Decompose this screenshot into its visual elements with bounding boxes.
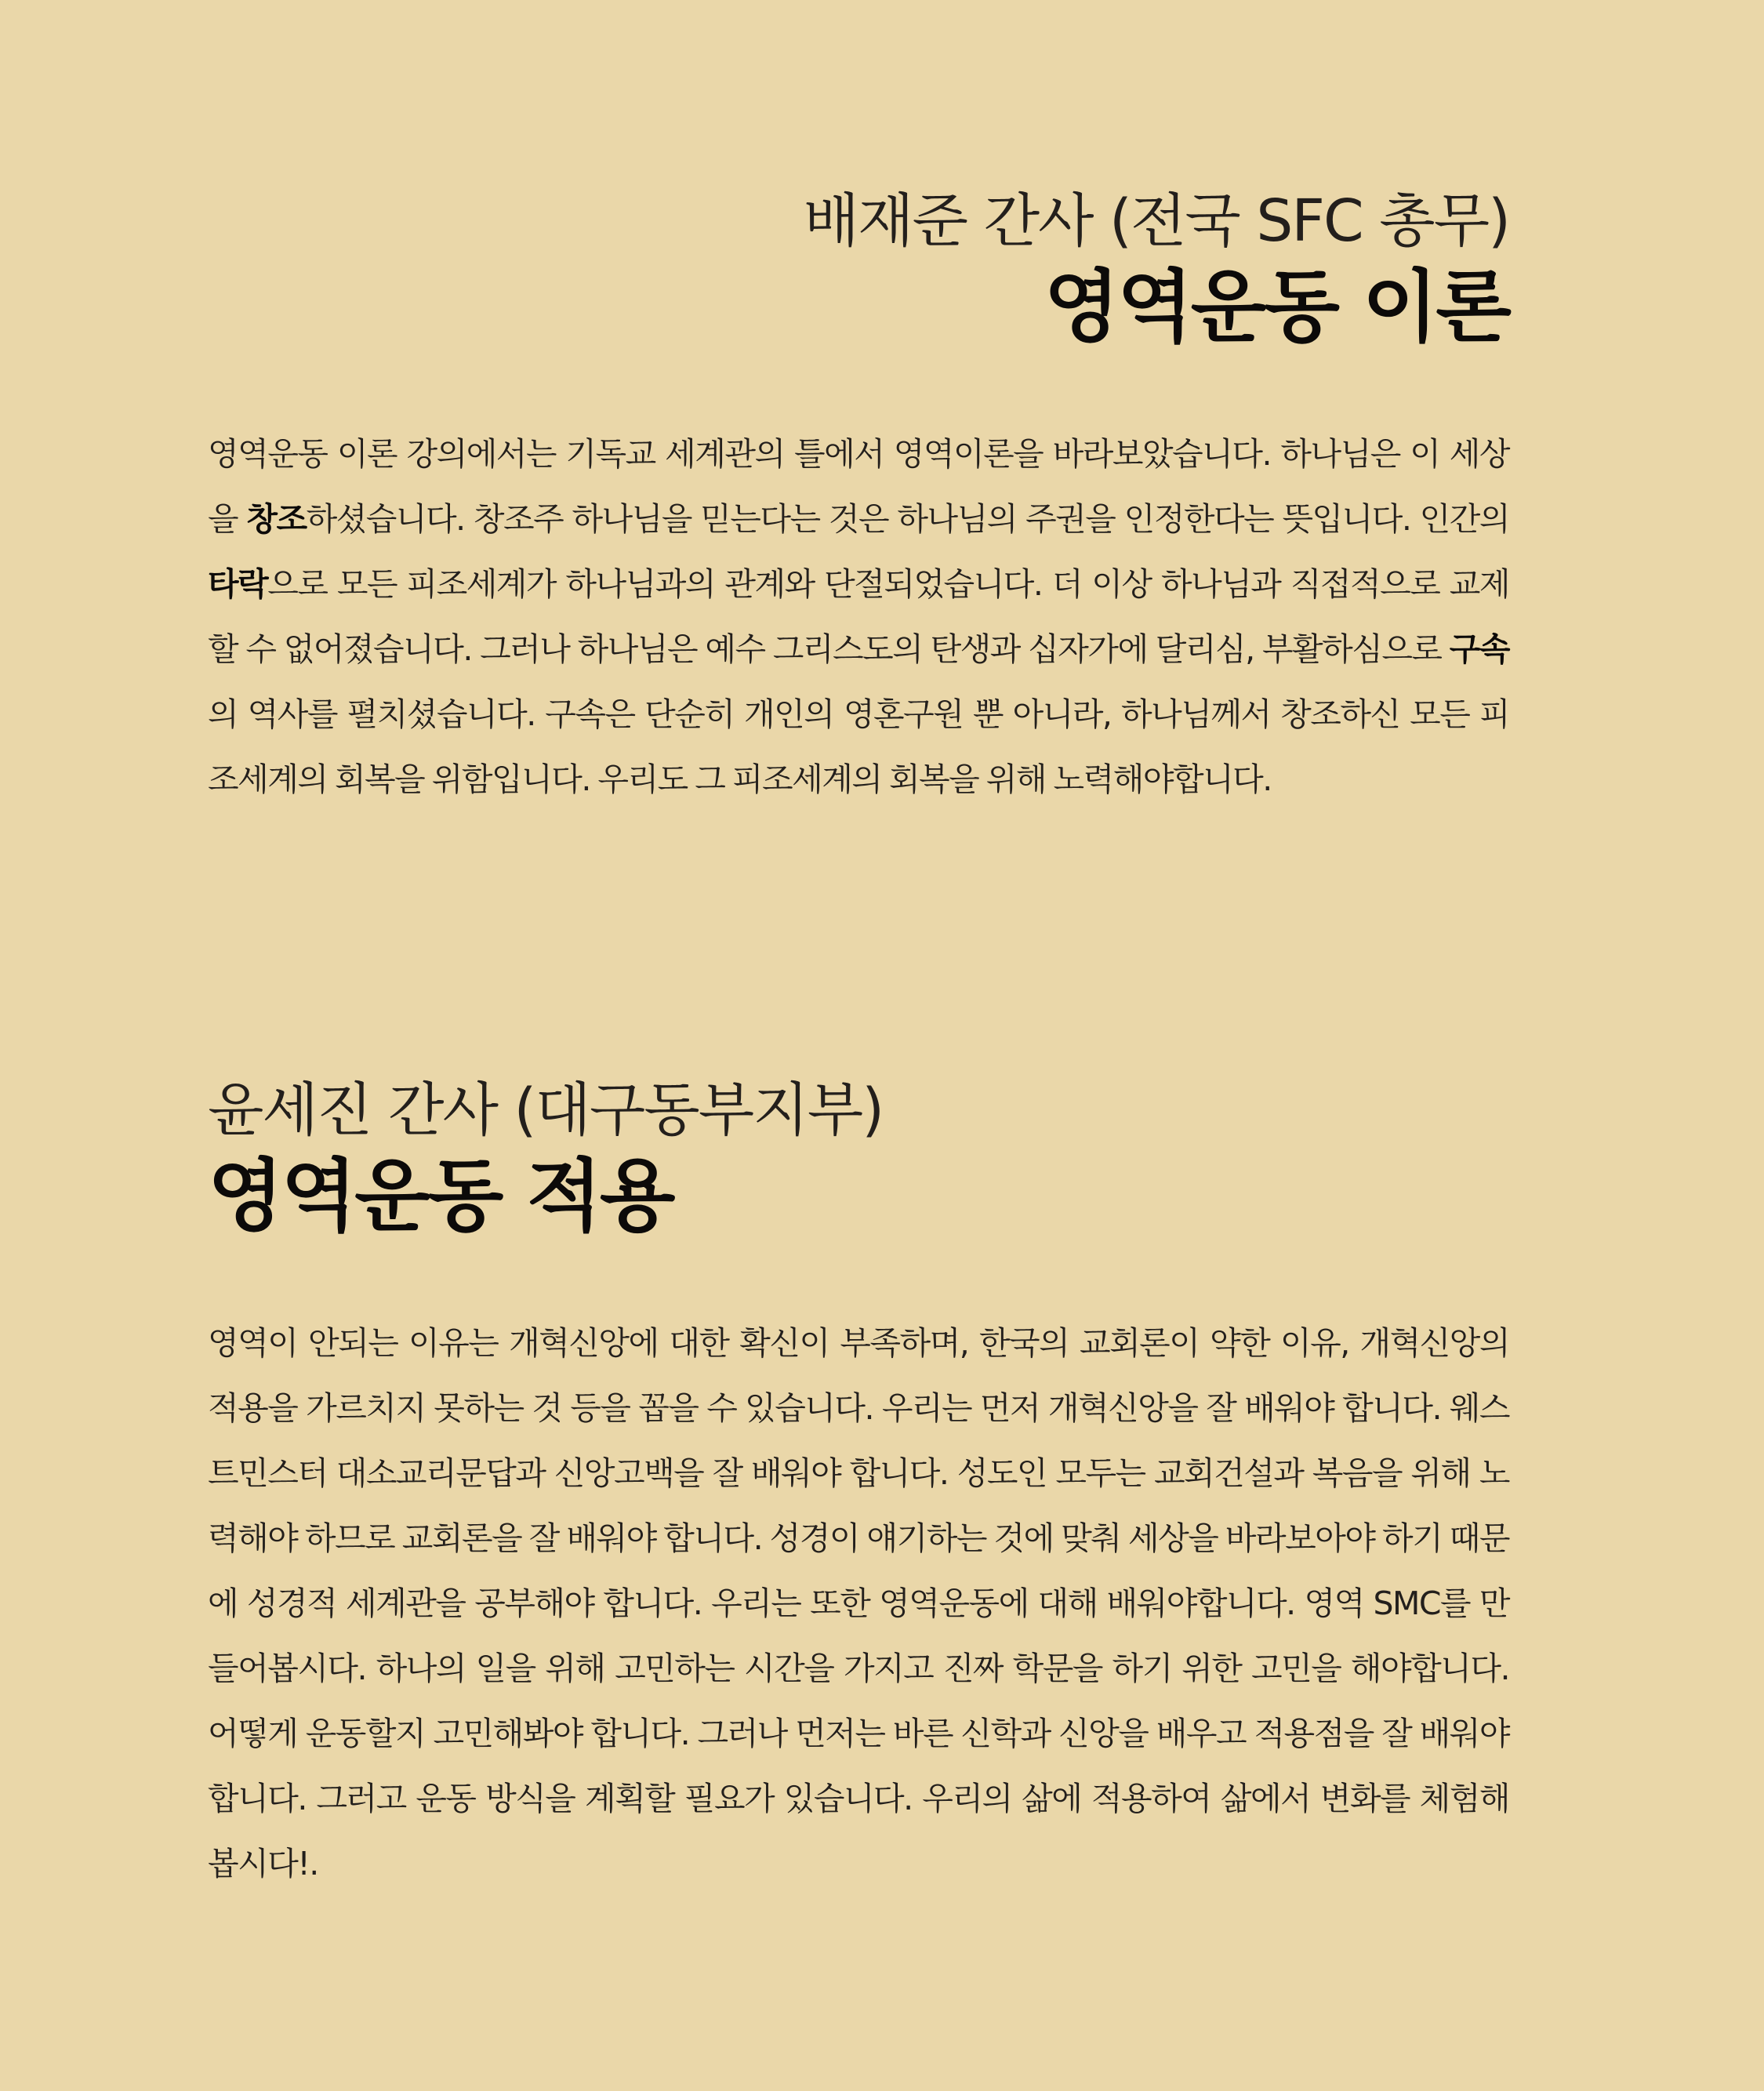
lecture-title: 영역운동 적용 xyxy=(208,1150,673,1242)
lecture-summary: 영역이 안되는 이유는 개혁신앙에 대한 확신이 부족하며, 한국의 교회론이 약한 이유, 개혁신앙의 적용을 가르치지 못하는 것 등을 꼽을 수 있습니다. 우리는 먼저 개혁신앙을 잘 배워야 합니다. 웨스트민스터 대소교리문답과 신앙고백을 잘 배워야 합니다. 성도인 모두는 교회건설과 복음을 위해 노력해야 하므로 교회론을 잘 배워야 합니다. 성경이 얘기하는 것에 맞춰 세상을 바라보아야 하기 때문에 성경적 세계관을 공부해야 합니다. 우리는 또한 영역운동에 대해 배워야합니다. 영역 SMC를 만들어봅시다. 하나의 일을 위해 고민하는 시간을 가지고 진짜 학문을 하기 위한 고민을 해야합니다. 어떻게 운동할지 고민해봐야 합니다. 그러나 먼저는 바른 신학과 신앙을 배우고 적용점을 잘 배워야 합니다. 그러고 운동 방식을 계획할 필요가 있습니다. 우리의 삶에 적용하여 삶에서 변화를 체험해 봅시다!. xyxy=(208,1324,1509,1882)
lecture-summary xyxy=(208,422,1509,812)
lecture-title: 영역운동 이론 xyxy=(1044,261,1509,353)
lecture-section-theory xyxy=(208,182,1509,812)
keyword-creation: 창조 xyxy=(246,500,307,538)
summary-text: 영역운동 이론 강의에서는 기독교 세계관의 틀에서 영역이론을 바라보았습니다. 하나님은 이 세상을 xyxy=(208,435,1509,538)
keyword-fall: 타락 xyxy=(208,565,268,603)
keyword-redemption: 구속 xyxy=(1449,630,1509,668)
summary-text: 으로 모든 피조세계가 하나님과의 관계와 단절되었습니다. 더 이상 하나님과 직접적으로 교제할 수 없어졌습니다. 그러나 하나님은 예수 그리스도의 탄생과 십자가에 달리심, 부활하심으로 xyxy=(208,565,1509,668)
summary-text: 의 역사를 펼치셨습니다. 구속은 단순히 개인의 영혼구원 뿐 아니라, 하나님께서 창조하신 모든 피조세계의 회복을 위함입니다. 우리도 그 피조세계의 회복을 위해 노력해야합니다. xyxy=(208,695,1509,798)
summary-text: 하셨습니다. 창조주 하나님을 믿는다는 것은 하나님의 주권을 인정한다는 뜻입니다. 인간의 xyxy=(306,500,1509,538)
speaker-name: 윤세진 간사 (대구동부지부) xyxy=(208,1076,884,1144)
lecture-section-application xyxy=(208,1071,1509,1897)
speaker-name: 배재준 간사 (전국 SFC 총무) xyxy=(803,187,1509,255)
